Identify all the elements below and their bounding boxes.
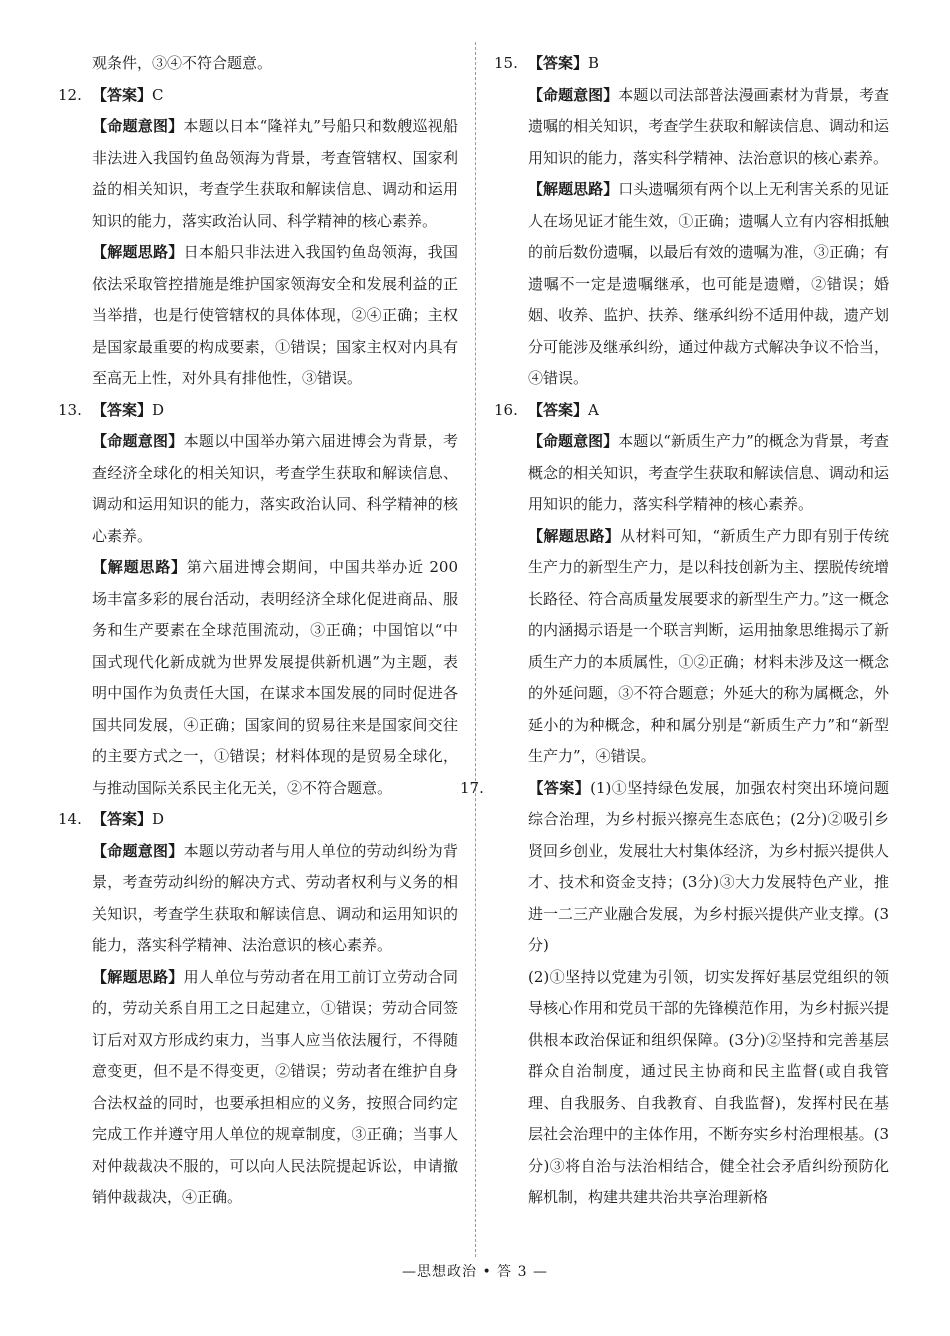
q13-intent-label: 【命题意图】 — [92, 432, 184, 450]
q13-intent — [58, 426, 458, 552]
q15-intent-label: 【命题意图】 — [528, 85, 619, 104]
q16-number: 16. — [494, 400, 518, 419]
q12-answer-line — [58, 80, 458, 112]
q14-answer-line — [58, 804, 458, 836]
q12-answer: C — [152, 85, 164, 104]
q15-intent-text: 本题以司法部普法漫画素材为背景，考查遗嘱的相关知识，考查学生获取和解读信息、调动和运用知识的能力，落实科学精神、法治意识的核心素养。 — [528, 85, 889, 167]
question-12 — [58, 80, 458, 395]
q14-solution-label: 【解题思路】 — [92, 967, 184, 986]
q16-answer-line — [494, 395, 889, 427]
q12-solution-label: 【解题思路】 — [92, 243, 184, 261]
q14-intent-label: 【命题意图】 — [92, 841, 184, 860]
q16-solution-label: 【解题思路】 — [528, 526, 621, 545]
q17-answer-line — [460, 773, 889, 962]
left-column — [58, 48, 458, 1214]
q16-intent-label: 【命题意图】 — [528, 432, 619, 450]
q17-part2: (2)①坚持以党建为引领，切实发挥好基层党组织的领导核心作用和党员干部的先锋模范作用，为乡村振兴提供根本政治保证和组织保障。(3分)②坚持和完善基层群众自治制度，通过民主协商和民主监督(或自我管理、自我服务、自我教育、自我监督)，发挥村民在基层社会治理中的主体作用，不断夯实乡村治理根基。(3分)③将自治与法治相结合，健全社会矛盾纠纷预防化解机制，构建共建共治共享治理新格 — [528, 967, 889, 1206]
q12-intent-label: 【命题意图】 — [92, 117, 184, 135]
q13-number: 13. — [58, 400, 82, 419]
q12-intent-text: 本题以日本“隆祥丸”号船只和数艘巡视船非法进入我国钓鱼岛领海为背景，考查管辖权、国家利益的相关知识，考查学生获取和解读信息、调动和运用知识的能力，落实政治认同、科学精神的核心素养。 — [92, 117, 458, 230]
q16-solution-text: 从材料可知，“新质生产力即有别于传统生产力的新型生产力，是以科技创新为主、摆脱传统增长路径、符合高质量发展要求的新型生产力。”这一概念的内涵揭示语是一个联言判断，运用抽象思维揭示了新质生产力的本质属性，①②正确；材料未涉及这一概念的外延问题，③不符合题意；外延大的称为属概念，外延小的为种概念，种和属分别是“新质生产力”和“新型生产力”，④错误。 — [528, 526, 889, 765]
q13-answer-line — [58, 395, 458, 427]
page-footer: —思想政治 • 答 3 — — [402, 1264, 548, 1280]
q14-answer: D — [152, 810, 165, 828]
question-13 — [58, 395, 458, 805]
q15-solution — [494, 174, 889, 395]
q15-number: 15. — [494, 54, 518, 72]
q17-number: 17. — [460, 778, 484, 797]
q14-solution-text: 用人单位与劳动者在用工前订立劳动合同的，劳动关系自用工之日起建立，①错误；劳动合同签订后对双方形成约束力，当事人应当依法履行，不得随意变更，但不是不得变更，②错误；劳动者在维护自身合法权益的同时，也要承担相应的义务，按照合同约定完成工作并遵守用人单位的规章制度，③正确；当事人对仲裁裁决不服的，可以向人民法院提起诉讼，申请撤销仲裁裁决，④正确。 — [92, 967, 458, 1206]
q13-solution-label: 【解题思路】 — [92, 558, 187, 576]
column-divider — [475, 42, 476, 1257]
question-17 — [460, 773, 889, 1214]
question-14 — [58, 804, 458, 1214]
q13-intent-text: 本题以中国举办第六届进博会为背景，考查经济全球化的相关知识，考查学生获取和解读信息、调动和运用知识的能力，落实政治认同、科学精神的核心素养。 — [92, 432, 458, 545]
q14-answer-label: 【答案】 — [92, 810, 153, 828]
q12-answer-label: 【答案】 — [92, 85, 153, 104]
q13-solution — [58, 552, 458, 804]
q16-intent-text: 本题以“新质生产力”的概念为背景，考查概念的相关知识，考查学生获取和解读信息、调动和运用知识的能力，落实科学精神的核心素养。 — [528, 432, 889, 513]
q17-answer-label: 【答案】 — [528, 778, 591, 797]
q15-answer-label: 【答案】 — [528, 54, 589, 72]
q17-part1: (1)①坚持绿色发展，加强农村突出环境问题综合治理，为乡村振兴擦亮生态底色；(2分)②吸引乡贤回乡创业，发展壮大村集体经济，为乡村振兴提供人才、技术和资金支持；(3分)③大力发展特色产业，推进一二三产业融合发展，为乡村振兴提供产业支撑。(3分) — [528, 778, 889, 954]
q15-answer: B — [588, 54, 600, 72]
q12-solution — [58, 237, 458, 395]
right-column — [460, 48, 889, 1214]
q16-answer-label: 【答案】 — [528, 400, 589, 419]
q13-solution-text: 第六届进博会期间，中国共举办近 200 场丰富多彩的展台活动，表明经济全球化促进商品、服务和生产要素在全球范围流动，③正确；中国馆以“中国式现代化新成就为世界发展提供新机遇”为主题，表明中国作为负责任大国，在谋求本国发展的同时促进各国共同发展，④正确；国家间的贸易往来是国家间交往的主要方式之一，①错误；材料体现的是贸易全球化，与推动国际关系民主化无关，②不符合题意。 — [92, 558, 458, 797]
q13-answer: D — [152, 400, 165, 419]
q12-number: 12. — [58, 85, 82, 104]
q14-intent-text: 本题以劳动者与用人单位的劳动纠纷为背景，考查劳动纠纷的解决方式、劳动者权利与义务的相关知识，考查学生获取和解读信息、调动和运用知识的能力，落实科学精神、法治意识的核心素养。 — [92, 841, 458, 954]
q13-answer-label: 【答案】 — [92, 400, 153, 419]
q16-intent — [494, 426, 889, 521]
q12-solution-text: 日本船只非法进入我国钓鱼岛领海，我国依法采取管控措施是维护国家领海安全和发展利益的正当举措，也是行使管辖权的具体体现，②④正确；主权是国家最重要的构成要素，①错误；国家主权对内具有至高无上性，对外具有排他性，③错误。 — [92, 243, 458, 387]
q15-solution-label: 【解题思路】 — [528, 180, 619, 198]
q15-intent — [494, 80, 889, 175]
q16-solution — [494, 521, 889, 773]
q15-solution-text: 口头遗嘱须有两个以上无利害关系的见证人在场见证才能生效，①正确；遗嘱人立有内容相抵触的前后数份遗嘱，以最后有效的遗嘱为准，③正确；有遗嘱不一定是遗嘱继承，也可能是遗赠，②错误；婚姻、收养、监护、扶养、继承纠纷不适用仲裁，遗产划分可能涉及继承纠纷，通过仲裁方式解决争议不恰当，④错误。 — [528, 180, 889, 387]
q14-number: 14. — [58, 810, 82, 828]
q11-continuation: 观条件，③④不符合题意。 — [92, 54, 273, 72]
question-16 — [494, 395, 889, 773]
q16-answer: A — [588, 400, 599, 419]
q12-intent — [58, 111, 458, 237]
question-15 — [494, 48, 889, 395]
q14-intent — [58, 836, 458, 962]
q15-answer-line — [494, 48, 889, 80]
q14-solution — [58, 962, 458, 1214]
